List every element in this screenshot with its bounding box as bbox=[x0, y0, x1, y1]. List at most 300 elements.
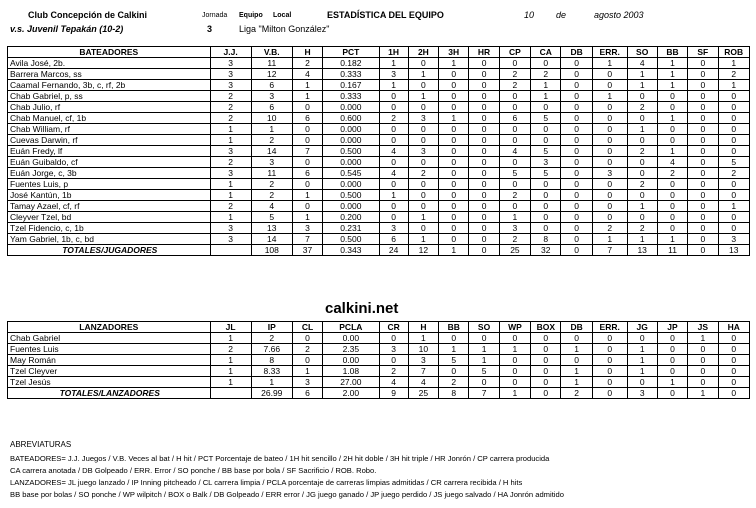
stat-cell: 0 bbox=[688, 234, 718, 245]
stat-cell: 8 bbox=[439, 388, 469, 399]
stat-cell: 1 bbox=[379, 58, 408, 69]
stat-cell: 1 bbox=[292, 212, 322, 223]
stat-cell: 1 bbox=[292, 91, 322, 102]
stat-cell: 0 bbox=[688, 58, 718, 69]
stat-cell: 24 bbox=[379, 245, 408, 256]
player-name: May Román bbox=[8, 355, 211, 366]
stat-cell: 0 bbox=[439, 366, 469, 377]
column-header: JS bbox=[688, 322, 718, 333]
player-name: Caamal Fernando, 3b, c, rf, 2b bbox=[8, 80, 211, 91]
stat-cell: 4 bbox=[379, 146, 408, 157]
stat-cell: 3 bbox=[408, 146, 438, 157]
stat-cell: 0 bbox=[592, 190, 627, 201]
stat-cell: 0 bbox=[592, 146, 627, 157]
batter-row bbox=[8, 146, 750, 157]
local-label: Local bbox=[273, 12, 292, 19]
stat-cell: 0 bbox=[561, 157, 592, 168]
stat-cell: 0 bbox=[592, 113, 627, 124]
stat-cell: 0.000 bbox=[323, 124, 379, 135]
stat-cell: 0 bbox=[688, 69, 718, 80]
batter-row bbox=[8, 124, 750, 135]
stat-cell: 1 bbox=[499, 212, 530, 223]
stat-cell: 1 bbox=[210, 135, 251, 146]
stat-cell: 0 bbox=[627, 113, 657, 124]
stat-cell: 0 bbox=[657, 179, 687, 190]
stat-cell: 3 bbox=[531, 157, 561, 168]
stat-cell: 1 bbox=[251, 124, 292, 135]
batter-totals-row bbox=[8, 245, 750, 256]
batter-row bbox=[8, 135, 750, 146]
stat-cell: 0 bbox=[561, 333, 592, 344]
stat-cell: 3 bbox=[718, 234, 750, 245]
stat-cell: 0 bbox=[469, 168, 499, 179]
jornada-label: Jornada bbox=[202, 12, 228, 19]
stat-cell: 0.231 bbox=[323, 223, 379, 234]
stat-cell: 0 bbox=[592, 344, 627, 355]
stat-cell: 3 bbox=[210, 146, 251, 157]
stat-cell: 0 bbox=[657, 124, 687, 135]
date-month-year: agosto 2003 bbox=[594, 10, 644, 20]
stat-cell: 0 bbox=[657, 190, 687, 201]
stat-cell: 0 bbox=[657, 212, 687, 223]
stat-cell: 6 bbox=[292, 113, 322, 124]
stat-cell: 0 bbox=[688, 179, 718, 190]
stat-cell: 0 bbox=[499, 157, 530, 168]
pitcher-row bbox=[8, 333, 750, 344]
stat-cell: 2 bbox=[292, 58, 322, 69]
stat-cell: 0 bbox=[561, 190, 592, 201]
stat-cell: 1 bbox=[657, 69, 687, 80]
stat-cell: 5 bbox=[531, 146, 561, 157]
club-name: Club Concepción de Calkini bbox=[28, 10, 148, 20]
stat-cell: 0 bbox=[561, 168, 592, 179]
stat-cell: 0 bbox=[657, 366, 687, 377]
stat-cell: 0 bbox=[439, 91, 469, 102]
stat-cell: 0 bbox=[561, 223, 592, 234]
stat-cell: 3 bbox=[408, 355, 438, 366]
stat-cell: 2 bbox=[251, 135, 292, 146]
stat-cell: 0 bbox=[499, 377, 530, 388]
stat-cell: 25 bbox=[408, 388, 438, 399]
batter-row bbox=[8, 80, 750, 91]
stat-cell: 0.333 bbox=[323, 69, 379, 80]
stat-cell: 1 bbox=[210, 179, 251, 190]
stat-cell: 4 bbox=[408, 377, 438, 388]
stat-cell: 0.500 bbox=[323, 146, 379, 157]
player-name: Euán Fredy, lf bbox=[8, 146, 211, 157]
stat-cell: 0 bbox=[499, 333, 530, 344]
stat-cell: 3 bbox=[499, 223, 530, 234]
stat-cell: 4 bbox=[379, 168, 408, 179]
stat-cell: 1 bbox=[408, 333, 438, 344]
stat-cell: 0 bbox=[561, 80, 592, 91]
stat-cell: 0 bbox=[469, 69, 499, 80]
stat-cell: 1 bbox=[531, 91, 561, 102]
stat-cell: 4 bbox=[657, 157, 687, 168]
stat-cell: 2.35 bbox=[323, 344, 379, 355]
stat-cell: 0 bbox=[718, 366, 750, 377]
stat-cell: 0.000 bbox=[323, 135, 379, 146]
player-name: Chab Manuel, cf, 1b bbox=[8, 113, 211, 124]
stat-cell: 0 bbox=[292, 135, 322, 146]
stat-cell: 1 bbox=[408, 212, 438, 223]
stat-cell: 0 bbox=[718, 223, 750, 234]
stat-cell: 0 bbox=[531, 344, 561, 355]
brand-watermark: calkini.net bbox=[325, 300, 399, 317]
abbreviations-line: CA carrera anotada / DB Golpeado / ERR. Error / SO ponche / BB base por bola / SF Sacrificio / ROB. Robo. bbox=[10, 466, 377, 475]
stat-cell: 1 bbox=[561, 366, 592, 377]
stat-cell: 5 bbox=[439, 355, 469, 366]
stat-cell: 1 bbox=[469, 355, 499, 366]
column-header: SO bbox=[469, 322, 499, 333]
stat-cell: 2 bbox=[408, 168, 438, 179]
column-header: HR bbox=[469, 47, 499, 58]
batter-row bbox=[8, 113, 750, 124]
column-header: DB bbox=[561, 322, 592, 333]
stat-cell: 0 bbox=[657, 201, 687, 212]
stat-cell: 6 bbox=[251, 102, 292, 113]
stat-cell: 0 bbox=[408, 102, 438, 113]
pitcher-totals-row bbox=[8, 388, 750, 399]
stat-cell: 1 bbox=[408, 69, 438, 80]
stat-cell: 0 bbox=[627, 190, 657, 201]
stat-cell: 0 bbox=[718, 146, 750, 157]
stat-cell: 0 bbox=[292, 157, 322, 168]
stat-cell: 0.00 bbox=[323, 333, 379, 344]
stat-cell: 14 bbox=[251, 146, 292, 157]
stat-cell: 0 bbox=[592, 135, 627, 146]
stat-cell: 1 bbox=[627, 234, 657, 245]
stat-cell: 1 bbox=[718, 58, 750, 69]
player-name: Tamay Azael, cf, rf bbox=[8, 201, 211, 212]
stat-cell: 0 bbox=[469, 113, 499, 124]
stat-cell: 0 bbox=[439, 179, 469, 190]
stat-cell: 2 bbox=[251, 333, 292, 344]
stat-cell: 0 bbox=[379, 135, 408, 146]
stat-cell: 3 bbox=[379, 344, 408, 355]
stat-cell: 0 bbox=[379, 333, 408, 344]
stat-cell: 13 bbox=[251, 223, 292, 234]
stat-cell: 0.333 bbox=[323, 91, 379, 102]
stat-cell: 0 bbox=[439, 80, 469, 91]
stat-cell: 0 bbox=[531, 223, 561, 234]
stat-cell: 0 bbox=[592, 157, 627, 168]
stat-cell: 1 bbox=[627, 201, 657, 212]
stat-cell: 1 bbox=[408, 91, 438, 102]
batter-row bbox=[8, 157, 750, 168]
liga: Liga "Milton González" bbox=[239, 24, 330, 34]
date-de: de bbox=[556, 10, 567, 20]
totals-label: TOTALES/LANZADORES bbox=[8, 388, 211, 399]
player-name: Chab Julio, rf bbox=[8, 102, 211, 113]
stat-cell: 0 bbox=[561, 245, 592, 256]
stat-cell: 0.600 bbox=[323, 113, 379, 124]
column-header: HA bbox=[718, 322, 750, 333]
stat-cell: 3 bbox=[251, 91, 292, 102]
stat-cell: 1 bbox=[408, 234, 438, 245]
stat-cell: 2 bbox=[627, 179, 657, 190]
stat-cell: 0 bbox=[499, 179, 530, 190]
stat-cell: 0 bbox=[718, 355, 750, 366]
column-header: SF bbox=[688, 47, 718, 58]
stat-cell: 0 bbox=[469, 201, 499, 212]
stat-cell: 0 bbox=[718, 377, 750, 388]
stat-cell: 0 bbox=[531, 190, 561, 201]
page-title: ESTADÍSTICA DEL EQUIPO bbox=[327, 10, 444, 20]
stat-cell: 0 bbox=[592, 179, 627, 190]
pitcher-row bbox=[8, 344, 750, 355]
stat-cell: 7 bbox=[408, 366, 438, 377]
stat-cell: 0 bbox=[688, 344, 718, 355]
stat-cell: 0.545 bbox=[323, 168, 379, 179]
stat-cell: 0 bbox=[292, 333, 322, 344]
stat-cell: 2 bbox=[379, 113, 408, 124]
stat-cell: 0 bbox=[408, 124, 438, 135]
stat-cell: 0 bbox=[657, 102, 687, 113]
player-name: Cuevas Darwin, rf bbox=[8, 135, 211, 146]
stat-cell: 3 bbox=[627, 388, 657, 399]
batter-row bbox=[8, 69, 750, 80]
stat-cell: 0 bbox=[688, 223, 718, 234]
stat-cell: 1 bbox=[439, 344, 469, 355]
stat-cell: 0 bbox=[499, 366, 530, 377]
stat-cell: 0 bbox=[561, 69, 592, 80]
stat-cell: 0 bbox=[718, 113, 750, 124]
stat-cell: 0 bbox=[379, 355, 408, 366]
stat-cell: 2 bbox=[627, 102, 657, 113]
player-name: Tzel Fidencio, c, 1b bbox=[8, 223, 211, 234]
abbreviations-line: LANZADORES= JL juego lanzado / IP Inning pitcheado / CL carrera limpia / PCLA porcentaje de carreras limpias admitidas / CR carrera recibida / H hits bbox=[10, 478, 523, 487]
stat-cell: 0 bbox=[688, 366, 718, 377]
stat-cell: 2 bbox=[210, 91, 251, 102]
stat-cell: 0 bbox=[408, 135, 438, 146]
column-header: JP bbox=[657, 322, 687, 333]
stat-cell: 0 bbox=[469, 223, 499, 234]
stat-cell: 7 bbox=[592, 245, 627, 256]
stat-cell: 1 bbox=[292, 190, 322, 201]
stat-cell: 1 bbox=[718, 80, 750, 91]
stat-cell: 0 bbox=[292, 201, 322, 212]
stat-cell: 3 bbox=[379, 69, 408, 80]
column-header: DB bbox=[561, 47, 592, 58]
stat-cell: 2 bbox=[627, 146, 657, 157]
stat-cell: 2 bbox=[210, 102, 251, 113]
stat-cell: 2 bbox=[561, 388, 592, 399]
stat-cell: 0.200 bbox=[323, 212, 379, 223]
stat-cell: 4 bbox=[379, 377, 408, 388]
stat-cell: 0 bbox=[688, 102, 718, 113]
stat-cell: 1 bbox=[627, 366, 657, 377]
stat-cell: 0 bbox=[531, 201, 561, 212]
opponent: v.s. Juvenil Tepakán (10-2) bbox=[10, 24, 124, 34]
stat-cell: 0 bbox=[379, 157, 408, 168]
stat-cell: 2 bbox=[210, 344, 251, 355]
stat-cell: 0 bbox=[531, 355, 561, 366]
stat-cell: 0 bbox=[592, 80, 627, 91]
batter-row bbox=[8, 234, 750, 245]
stat-cell: 0 bbox=[627, 377, 657, 388]
stat-cell: 3 bbox=[379, 223, 408, 234]
stat-cell: 0 bbox=[592, 388, 627, 399]
stat-cell: 0.343 bbox=[323, 245, 379, 256]
stat-cell: 11 bbox=[251, 58, 292, 69]
column-header: LANZADORES bbox=[8, 322, 211, 333]
stat-cell: 0 bbox=[718, 102, 750, 113]
stat-cell: 1 bbox=[657, 377, 687, 388]
stat-cell: 1 bbox=[561, 344, 592, 355]
stat-cell: 9 bbox=[379, 388, 408, 399]
stat-cell bbox=[210, 245, 251, 256]
stat-cell: 2 bbox=[499, 234, 530, 245]
stat-cell: 2 bbox=[251, 190, 292, 201]
stat-cell: 0 bbox=[688, 355, 718, 366]
stat-cell: 0 bbox=[531, 102, 561, 113]
batter-row bbox=[8, 190, 750, 201]
stat-cell: 0 bbox=[688, 135, 718, 146]
stat-cell: 0 bbox=[718, 333, 750, 344]
stat-cell: 2 bbox=[292, 344, 322, 355]
stat-cell: 26.99 bbox=[251, 388, 292, 399]
stat-cell: 0 bbox=[469, 179, 499, 190]
totals-label: TOTALES/JUGADORES bbox=[8, 245, 211, 256]
stat-cell: 1 bbox=[531, 80, 561, 91]
stat-cell: 0 bbox=[439, 124, 469, 135]
stat-cell: 0 bbox=[439, 146, 469, 157]
stat-cell: 1 bbox=[379, 190, 408, 201]
stat-cell: 0 bbox=[531, 124, 561, 135]
stat-cell: 2 bbox=[210, 113, 251, 124]
stat-cell: 2 bbox=[531, 69, 561, 80]
stat-cell: 1 bbox=[439, 245, 469, 256]
stat-cell: 0 bbox=[657, 135, 687, 146]
batter-row bbox=[8, 168, 750, 179]
stat-cell: 3 bbox=[592, 168, 627, 179]
date-day: 10 bbox=[524, 10, 535, 20]
stat-cell: 1 bbox=[210, 355, 251, 366]
stat-cell: 5 bbox=[531, 168, 561, 179]
stat-cell: 0 bbox=[379, 212, 408, 223]
stat-cell: 13 bbox=[718, 245, 750, 256]
batter-row bbox=[8, 223, 750, 234]
stat-cell: 5 bbox=[531, 113, 561, 124]
stat-cell: 0 bbox=[499, 58, 530, 69]
stat-cell: 1 bbox=[688, 333, 718, 344]
stat-cell: 6 bbox=[251, 80, 292, 91]
stat-cell: 0.000 bbox=[323, 201, 379, 212]
stat-cell: 0 bbox=[561, 102, 592, 113]
stat-cell: 1 bbox=[657, 146, 687, 157]
stat-cell: 0 bbox=[592, 366, 627, 377]
stat-cell: 0 bbox=[469, 80, 499, 91]
stat-cell: 1 bbox=[210, 212, 251, 223]
stat-cell: 0.167 bbox=[323, 80, 379, 91]
stat-cell: 0 bbox=[379, 102, 408, 113]
stat-cell: 2 bbox=[499, 69, 530, 80]
stat-cell: 1 bbox=[439, 113, 469, 124]
stat-cell: 1 bbox=[469, 344, 499, 355]
stat-cell: 1 bbox=[627, 124, 657, 135]
stat-cell: 0 bbox=[592, 212, 627, 223]
stat-cell: 0 bbox=[469, 234, 499, 245]
player-name: Euán Jorge, c, 3b bbox=[8, 168, 211, 179]
stat-cell: 0 bbox=[531, 179, 561, 190]
player-name: Chab Gabriel, p, ss bbox=[8, 91, 211, 102]
stat-cell: 1 bbox=[657, 58, 687, 69]
stat-cell: 12 bbox=[408, 245, 438, 256]
stat-cell: 2 bbox=[499, 190, 530, 201]
stat-cell: 0 bbox=[408, 223, 438, 234]
batter-row bbox=[8, 201, 750, 212]
column-header: 3H bbox=[439, 47, 469, 58]
pitching-header-row bbox=[8, 322, 750, 333]
stat-cell: 0 bbox=[627, 91, 657, 102]
column-header: BATEADORES bbox=[8, 47, 211, 58]
stat-cell: 0 bbox=[439, 69, 469, 80]
stat-cell: 0.500 bbox=[323, 190, 379, 201]
stat-cell: 1 bbox=[561, 377, 592, 388]
stat-cell: 0 bbox=[439, 333, 469, 344]
stat-cell: 3 bbox=[210, 80, 251, 91]
stat-cell: 0 bbox=[688, 201, 718, 212]
stat-cell: 2 bbox=[379, 366, 408, 377]
player-name: Avila José, 2b. bbox=[8, 58, 211, 69]
stat-cell: 0 bbox=[531, 366, 561, 377]
batter-row bbox=[8, 58, 750, 69]
column-header: ERR. bbox=[592, 47, 627, 58]
stat-cell: 5 bbox=[251, 212, 292, 223]
batter-row bbox=[8, 91, 750, 102]
stat-cell: 0 bbox=[439, 168, 469, 179]
stat-cell: 0 bbox=[627, 333, 657, 344]
stat-cell: 4 bbox=[499, 146, 530, 157]
stat-cell: 0 bbox=[499, 201, 530, 212]
stat-cell: 1 bbox=[657, 234, 687, 245]
column-header: 2H bbox=[408, 47, 438, 58]
stat-cell: 2 bbox=[499, 80, 530, 91]
stat-cell: 0 bbox=[718, 388, 750, 399]
stat-cell: 0 bbox=[561, 179, 592, 190]
stat-cell: 3 bbox=[210, 69, 251, 80]
jornada-value: 3 bbox=[207, 24, 213, 34]
stat-cell: 0 bbox=[718, 344, 750, 355]
stat-cell: 3 bbox=[210, 168, 251, 179]
stat-cell: 2.00 bbox=[323, 388, 379, 399]
stat-cell: 8 bbox=[531, 234, 561, 245]
stat-cell: 4 bbox=[251, 201, 292, 212]
stat-cell: 7 bbox=[292, 146, 322, 157]
column-header: BOX bbox=[531, 322, 561, 333]
stat-cell: 0 bbox=[469, 91, 499, 102]
stat-cell: 2 bbox=[592, 223, 627, 234]
player-name: Tzel Cleyver bbox=[8, 366, 211, 377]
stat-cell: 0 bbox=[688, 377, 718, 388]
stat-cell: 0 bbox=[561, 146, 592, 157]
player-name: Cleyver Tzel, bd bbox=[8, 212, 211, 223]
player-name: Euán Guibaldo, cf bbox=[8, 157, 211, 168]
stat-cell: 0 bbox=[292, 102, 322, 113]
stat-cell: 0 bbox=[718, 135, 750, 146]
stat-cell: 6 bbox=[379, 234, 408, 245]
stat-cell: 1 bbox=[439, 58, 469, 69]
batter-row bbox=[8, 179, 750, 190]
stat-cell: 0.000 bbox=[323, 179, 379, 190]
column-header: BB bbox=[657, 47, 687, 58]
stat-cell: 0 bbox=[469, 157, 499, 168]
stat-cell: 1 bbox=[592, 234, 627, 245]
stat-cell: 0 bbox=[408, 58, 438, 69]
stat-cell: 0 bbox=[469, 135, 499, 146]
stat-cell: 0 bbox=[561, 135, 592, 146]
